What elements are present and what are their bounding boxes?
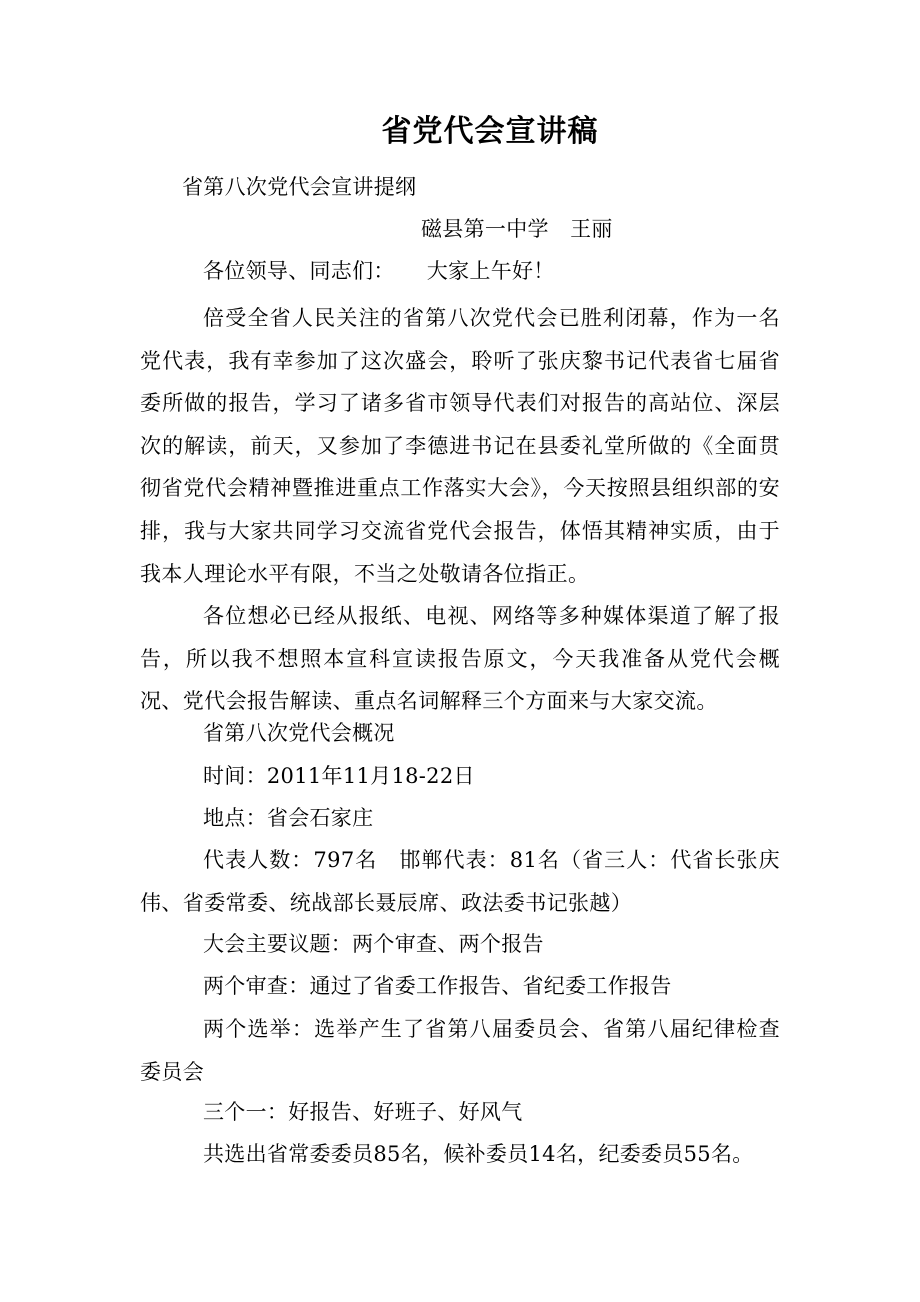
fact-agenda: 大会主要议题：两个审查、两个报告 bbox=[203, 932, 544, 956]
fact-reviews: 两个审查：通过了省委工作报告、省纪委工作报告 bbox=[203, 974, 672, 998]
fact-elected-members: 共选出省常委委员85名，候补委员14名，纪委委员55名。 bbox=[203, 1142, 754, 1166]
section-heading: 省第八次党代会概况 bbox=[203, 721, 395, 745]
document-subtitle: 省第八次党代会宣讲提纲 bbox=[182, 175, 417, 199]
fact-three-ones: 三个一：好报告、好班子、好风气 bbox=[203, 1100, 523, 1124]
greeting: 各位领导、同志们： 大家上午好！ bbox=[203, 259, 555, 283]
document-title: 省党代会宣讲稿 bbox=[381, 114, 599, 149]
fact-time: 时间：2011年11月18-22日 bbox=[203, 764, 475, 788]
fact-location: 地点：省会石家庄 bbox=[203, 806, 374, 830]
fact-elections: 两个选举：选举产生了省第八届委员会、省第八届纪律检查委员会 bbox=[140, 1017, 780, 1084]
fact-delegates: 代表人数：797名 邯郸代表：81名（省三人：代省长张庆伟、省委常委、统战部长聂辰席、政法委书记张越） bbox=[140, 848, 780, 915]
body-paragraph: 各位想必已经从报纸、电视、网络等多种媒体渠道了解了报告，所以我不想照本宣科宣读报告原文，今天我准备从党代会概况、党代会报告解读、重点名词解释三个方面来与大家交流。 bbox=[140, 604, 780, 714]
author-line: 磁县第一中学 王丽 bbox=[421, 217, 613, 241]
fact-delegates-block bbox=[140, 839, 780, 924]
body-paragraph: 倍受全省人民关注的省第八次党代会已胜利闭幕，作为一名党代表，我有幸参加了这次盛会，聆听了张庆黎书记代表省七届省委所做的报告，学习了诸多省市领导代表们对报告的高站位、深层次的解读，前天，又参加了李德进书记在县委礼堂所做的《全面贯彻省党代会精神暨推进重点工作落实大会》，今天按照县组织部的安排，我与大家共同学习交流省党代会报告，体悟其精神实质，由于我本人理论水平有限，不当之处敬请各位指正。 bbox=[140, 306, 780, 586]
body-paragraph-1-block bbox=[140, 297, 780, 595]
fact-elections-block bbox=[140, 1008, 780, 1093]
body-paragraph-2-block bbox=[140, 595, 780, 723]
